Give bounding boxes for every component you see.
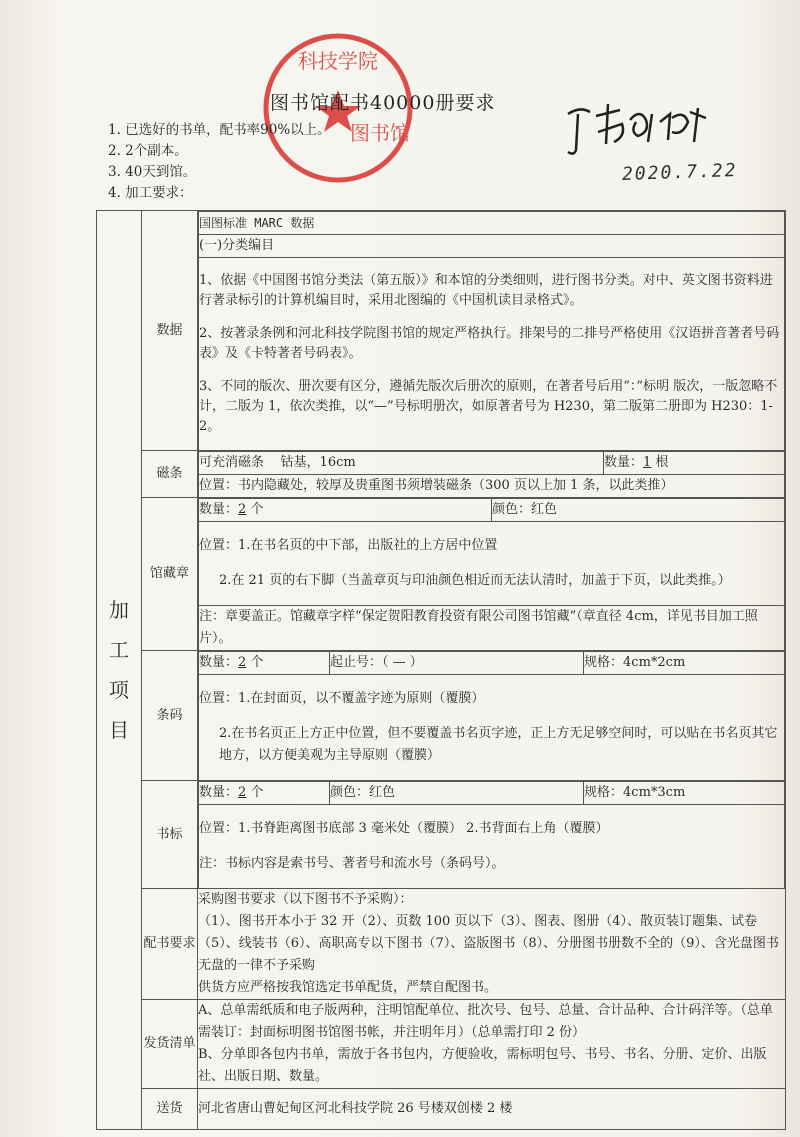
data-para-1: 1、依据《中国图书馆分类法（第五版）》和本馆的分类细则，进行图书分类。对中、英文图书资料进行著录标引的计算机编目时，采用北图编的《中国机读目录格式》。 [199, 273, 773, 308]
document-title: 图书馆配书40000册要求 [270, 92, 496, 114]
processing-items-header: 加 工 项 目 [97, 211, 142, 1130]
spine-label: 书标 [142, 781, 198, 889]
barcode-label: 条码 [142, 651, 198, 781]
data-para-2: 2、按著录条例和河北科技学院图书馆的规定严格执行。排架号的二排号严格使用《汉语拼音著者号码表》及《卡特著者号码表》。 [199, 326, 780, 361]
magnet-base: 钴基，16cm [280, 455, 356, 470]
barcode-pos-2: 2.在书名页正上方正中位置，但不要覆盖书名页字迹，正上方无足够空间时，可以贴在书名页其它地方，以方便美观为主导原则（覆膜） [219, 726, 778, 763]
purchase-label: 配书要求 [142, 889, 198, 1000]
barcode-range: （ — ） [382, 655, 423, 670]
magnet-type: 可充消磁条 [199, 455, 265, 470]
purchase-line-1: 采购图书要求（以下图书不予采购）： [198, 892, 413, 907]
requirement-3: 3. 40天到馆。 [108, 164, 197, 180]
magnet-position: 位置：书内隐藏处，较厚及贵重图书须增装磁条（300 页以上加 1 条，以此类推） [199, 475, 785, 498]
requirement-1: 1. 已选好的书单，配书率90%以上。 [108, 122, 331, 138]
spine-size: 4cm*3cm [623, 785, 686, 800]
spine-note: 注：书标内容是索书号、著者号和流水号（条码号）。 [199, 856, 505, 871]
data-para-3: 3、不同的版次、册次要有区分，遵循先版次后册次的原则，在著者号后用“：”标明 版次，一版忽略不计，二版为 1，依次类推，以“—”号标明册次，如原著者号为 H230，第二版第二册即为 H230：1-2。 [199, 379, 778, 434]
shipping-line-2: B、分单即各包内书单，需放于各书包内，方便验收，需标明包号、书号、书名、分册、定价、出版社、出版日期、数量。 [198, 1047, 767, 1084]
svg-text:科技学院: 科技学院 [298, 49, 378, 73]
handwritten-date: 2020.7.22 [621, 159, 738, 186]
stamp-qty: 2 [238, 502, 247, 517]
spine-color: 红色 [369, 785, 396, 800]
requirements-list [108, 120, 331, 204]
stamp-section: 数量：2 个 颜色：红色 位置：1.在书名页的中下部，出版社的上方居中位置 2.在 21 页的右下脚（当盖章页与印油颜色相近而无法认清时，加盖于下页，以此类推。） 注：章要盖正。馆藏章字样“保定贺阳教育投资有限公司图书馆藏”（章直径 4cm，详见书目加工照片）。 [198, 498, 786, 651]
spine-section: 数量：2 个 颜色：红色 规格：4cm*3cm 位置：1.书脊距离图书底部 3 毫米处（覆膜） 2.书背面右上角（覆膜） 注：书标内容是索书号、著者号和流水号（条码号）。 [198, 781, 786, 889]
purchase-line-3: 供货方应严格按我馆选定书单配货，严禁自配图书。 [198, 980, 498, 995]
marc-header: 国图标准 MARC 数据 [199, 212, 785, 235]
spine-pos: 位置：1.书脊距离图书底部 3 毫米处（覆膜） 2.书背面右上角（覆膜） [199, 821, 609, 836]
spine-qty: 2 [238, 785, 247, 800]
requirement-2: 2. 2个副本。 [108, 143, 188, 159]
purchase-line-2: （1）、图书开本小于 32 开（2）、页数 100 页以下（3）、图表、图册（4）、散页装订题集、试卷（5）、线装书（6）、高职高专以下图书（7）、盗版图书（8）、分册图书册数不全的（9）、含光盘图书无盘的一律不予采购 [198, 914, 779, 973]
barcode-pos-1: 位置：1.在封面页，以不覆盖字迹为原则（覆膜） [199, 691, 485, 706]
delivery-label: 送货 [142, 1089, 198, 1130]
barcode-section: 数量：2 个 起止号：（ — ） 规格：4cm*2cm 位置：1.在封面页，以不覆盖字迹为原则（覆膜） 2.在书名页正上方正中位置，但不要覆盖书名页字迹，正上方无足够空间时，可以贴在书名页其它地方，以方便美观为主导原则（覆膜） [198, 651, 786, 781]
stamp-label: 馆藏章 [142, 498, 198, 651]
requirement-4: 4. 加工要求： [108, 185, 193, 201]
stamp-color: 红色 [531, 502, 558, 517]
shipping-line-1: A、总单需纸质和电子版两种，注明馆配单位、批次号、包号、总量、合计品种、合计码洋等。（总单需装订：封面标明图书馆图书帐，并注明年月）（总单需打印 2 份） [198, 1003, 773, 1040]
data-label: 数据 [142, 211, 198, 451]
data-section [198, 211, 786, 451]
handwritten-signature [560, 92, 720, 162]
shipping-label: 发货清单 [142, 1000, 198, 1089]
magnet-qty: 1 [643, 455, 652, 470]
barcode-qty: 2 [238, 655, 247, 670]
magnet-section: 可充消磁条 钴基，16cm 数量：1 根 位置：书内隐藏处，较厚及贵重图书须增装磁条（300 页以上加 1 条，以此类推） [198, 451, 786, 498]
processing-table [96, 210, 786, 1130]
purchase-section [198, 889, 786, 1000]
stamp-pos-2: 2.在 21 页的右下脚（当盖章页与印油颜色相近而无法认清时，加盖于下页，以此类推。） [219, 573, 731, 588]
svg-text:图书馆: 图书馆 [350, 121, 410, 145]
barcode-size: 4cm*2cm [623, 655, 686, 670]
delivery-address: 河北省唐山曹妃甸区河北科技学院 26 号楼双创楼 2 楼 [198, 1089, 786, 1130]
catalog-subheader: (一)分类编目 [199, 235, 785, 258]
stamp-note: 注：章要盖正。馆藏章字样“保定贺阳教育投资有限公司图书馆藏”（章直径 4cm，详见书目加工照片）。 [199, 606, 785, 651]
shipping-section [198, 1000, 786, 1089]
stamp-pos-1: 位置：1.在书名页的中下部，出版社的上方居中位置 [199, 538, 498, 553]
magnet-label: 磁条 [142, 451, 198, 498]
